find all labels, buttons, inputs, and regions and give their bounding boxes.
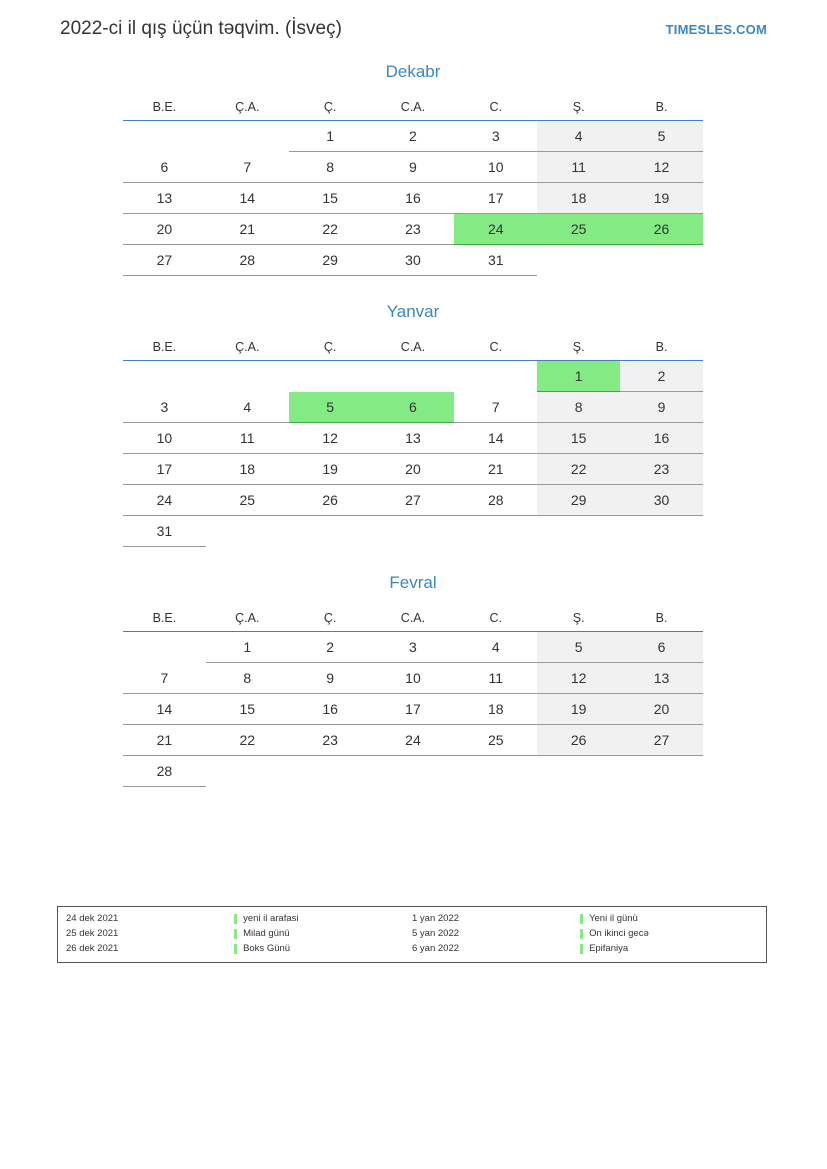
day-cell[interactable]: 28 bbox=[206, 245, 289, 276]
day-cell[interactable]: 8 bbox=[206, 663, 289, 694]
day-cell[interactable]: 9 bbox=[620, 392, 703, 423]
day-cell[interactable]: 27 bbox=[123, 245, 206, 276]
day-cell[interactable]: 23 bbox=[372, 214, 455, 245]
day-cell-empty bbox=[454, 516, 537, 547]
day-cell-empty bbox=[289, 516, 372, 547]
week-row bbox=[123, 423, 703, 454]
day-cell-empty bbox=[372, 516, 455, 547]
page-header bbox=[0, 0, 827, 40]
day-cell[interactable]: 9 bbox=[289, 663, 372, 694]
week-row bbox=[123, 121, 703, 152]
day-cell[interactable]: 24 bbox=[372, 725, 455, 756]
legend-dates-right bbox=[412, 913, 580, 955]
legend-holiday-date: 6 yan 2022 bbox=[412, 943, 460, 954]
week-row bbox=[123, 392, 703, 423]
day-cell[interactable]: 19 bbox=[289, 454, 372, 485]
day-cell[interactable]: 16 bbox=[620, 423, 703, 454]
day-cell[interactable]: 31 bbox=[454, 245, 537, 276]
weekday-header: Ç. bbox=[289, 607, 372, 632]
day-cell[interactable]: 24 bbox=[123, 485, 206, 516]
day-cell[interactable]: 12 bbox=[620, 152, 703, 183]
day-cell[interactable]: 17 bbox=[454, 183, 537, 214]
day-cell[interactable]: 1 bbox=[289, 121, 372, 152]
weekday-header: B.E. bbox=[123, 336, 206, 361]
day-cell[interactable]: 17 bbox=[372, 694, 455, 725]
day-cell[interactable]: 29 bbox=[289, 245, 372, 276]
weekday-header: B. bbox=[620, 607, 703, 632]
day-cell[interactable]: 5 bbox=[289, 392, 372, 423]
day-cell[interactable]: 5 bbox=[620, 121, 703, 152]
day-cell[interactable]: 25 bbox=[537, 214, 620, 245]
day-cell[interactable]: 14 bbox=[206, 183, 289, 214]
day-cell[interactable]: 23 bbox=[620, 454, 703, 485]
weekday-header: C. bbox=[454, 96, 537, 121]
day-cell-empty bbox=[372, 361, 455, 392]
weekday-header: Ç. bbox=[289, 96, 372, 121]
day-cell[interactable]: 2 bbox=[372, 121, 455, 152]
day-cell-empty bbox=[206, 756, 289, 787]
day-cell[interactable]: 16 bbox=[372, 183, 455, 214]
day-cell[interactable]: 7 bbox=[454, 392, 537, 423]
month-title: Yanvar bbox=[386, 302, 440, 321]
weekday-header-row bbox=[123, 336, 703, 361]
day-cell[interactable]: 21 bbox=[206, 214, 289, 245]
weekday-header: Ç. bbox=[289, 336, 372, 361]
day-cell[interactable]: 18 bbox=[454, 694, 537, 725]
weekday-header: Ş. bbox=[537, 96, 620, 121]
day-cell[interactable]: 31 bbox=[123, 516, 206, 547]
day-cell[interactable]: 5 bbox=[537, 632, 620, 663]
day-cell[interactable]: 26 bbox=[620, 214, 703, 245]
day-cell[interactable]: 30 bbox=[620, 485, 703, 516]
week-row bbox=[123, 361, 703, 392]
weekday-header: Ç.A. bbox=[206, 336, 289, 361]
weekday-header: Ç.A. bbox=[206, 607, 289, 632]
day-cell[interactable]: 30 bbox=[372, 245, 455, 276]
day-cell[interactable]: 17 bbox=[123, 454, 206, 485]
day-cell-empty bbox=[289, 361, 372, 392]
weekday-header: Ş. bbox=[537, 607, 620, 632]
legend-holiday-date: 26 dek 2021 bbox=[66, 943, 119, 954]
month-block bbox=[60, 573, 767, 787]
day-cell[interactable]: 2 bbox=[289, 632, 372, 663]
day-cell[interactable]: 8 bbox=[289, 152, 372, 183]
day-cell[interactable]: 16 bbox=[289, 694, 372, 725]
day-cell[interactable]: 6 bbox=[620, 632, 703, 663]
day-cell-empty bbox=[620, 516, 703, 547]
day-cell[interactable]: 14 bbox=[454, 423, 537, 454]
day-cell[interactable]: 26 bbox=[537, 725, 620, 756]
day-cell[interactable]: 22 bbox=[289, 214, 372, 245]
day-cell[interactable]: 13 bbox=[372, 423, 455, 454]
day-cell[interactable]: 18 bbox=[206, 454, 289, 485]
week-row bbox=[123, 516, 703, 547]
day-cell-empty bbox=[537, 756, 620, 787]
legend-box bbox=[57, 906, 767, 963]
week-row bbox=[123, 183, 703, 214]
day-cell[interactable]: 20 bbox=[372, 454, 455, 485]
weekday-header: B.E. bbox=[123, 96, 206, 121]
weekday-header: C. bbox=[454, 336, 537, 361]
day-cell[interactable]: 9 bbox=[372, 152, 455, 183]
month-block bbox=[60, 62, 767, 276]
day-cell[interactable]: 8 bbox=[537, 392, 620, 423]
day-cell-empty bbox=[620, 756, 703, 787]
weekday-header-row bbox=[123, 607, 703, 632]
day-cell[interactable]: 20 bbox=[620, 694, 703, 725]
week-row bbox=[123, 454, 703, 485]
day-cell[interactable]: 15 bbox=[289, 183, 372, 214]
day-cell[interactable]: 7 bbox=[206, 152, 289, 183]
day-cell[interactable]: 12 bbox=[289, 423, 372, 454]
day-cell[interactable]: 11 bbox=[206, 423, 289, 454]
day-cell-empty bbox=[289, 756, 372, 787]
legend-holiday-name: Yeni il günü bbox=[580, 913, 758, 925]
legend-holiday-name: On ikinci gecə bbox=[580, 928, 758, 940]
month-table bbox=[123, 336, 703, 547]
day-cell[interactable]: 7 bbox=[123, 663, 206, 694]
page-title: 2022-ci il qış üçün təqvim. (İsveç) bbox=[60, 18, 342, 39]
day-cell[interactable]: 6 bbox=[372, 392, 455, 423]
day-cell[interactable]: 10 bbox=[372, 663, 455, 694]
weekday-header: C. bbox=[454, 607, 537, 632]
weekday-header: C.A. bbox=[372, 607, 455, 632]
week-row bbox=[123, 663, 703, 694]
week-row bbox=[123, 245, 703, 276]
day-cell[interactable]: 14 bbox=[123, 694, 206, 725]
day-cell-empty bbox=[372, 756, 455, 787]
day-cell[interactable]: 15 bbox=[206, 694, 289, 725]
week-row bbox=[123, 694, 703, 725]
day-cell-empty bbox=[123, 632, 206, 663]
legend-dates-left bbox=[66, 913, 234, 955]
day-cell[interactable]: 4 bbox=[537, 121, 620, 152]
day-cell[interactable]: 11 bbox=[454, 663, 537, 694]
legend-holiday-name: Epifaniya bbox=[580, 943, 758, 955]
day-cell[interactable]: 22 bbox=[206, 725, 289, 756]
day-cell-empty bbox=[206, 516, 289, 547]
day-cell[interactable]: 4 bbox=[454, 632, 537, 663]
day-cell[interactable]: 27 bbox=[620, 725, 703, 756]
day-cell[interactable]: 4 bbox=[206, 392, 289, 423]
weekday-header: B. bbox=[620, 96, 703, 121]
day-cell[interactable]: 15 bbox=[537, 423, 620, 454]
day-cell[interactable]: 20 bbox=[123, 214, 206, 245]
day-cell[interactable]: 3 bbox=[454, 121, 537, 152]
day-cell[interactable]: 6 bbox=[123, 152, 206, 183]
weekday-header: B. bbox=[620, 336, 703, 361]
weekday-header: C.A. bbox=[372, 336, 455, 361]
week-row bbox=[123, 485, 703, 516]
month-table bbox=[123, 607, 703, 787]
day-cell[interactable]: 25 bbox=[454, 725, 537, 756]
week-row bbox=[123, 725, 703, 756]
legend-holiday-date: 25 dek 2021 bbox=[66, 928, 119, 939]
day-cell[interactable]: 2 bbox=[620, 361, 703, 392]
month-block bbox=[60, 302, 767, 547]
legend-holiday-date: 24 dek 2021 bbox=[66, 913, 119, 924]
weekday-header: B.E. bbox=[123, 607, 206, 632]
day-cell-empty bbox=[206, 361, 289, 392]
day-cell[interactable]: 1 bbox=[537, 361, 620, 392]
day-cell[interactable]: 3 bbox=[123, 392, 206, 423]
week-row bbox=[123, 214, 703, 245]
day-cell-empty bbox=[206, 121, 289, 152]
brand-label: TIMESLES.COM bbox=[665, 22, 767, 37]
day-cell[interactable]: 1 bbox=[206, 632, 289, 663]
day-cell-empty bbox=[123, 361, 206, 392]
day-cell-empty bbox=[454, 361, 537, 392]
day-cell-empty bbox=[454, 756, 537, 787]
day-cell[interactable]: 21 bbox=[454, 454, 537, 485]
legend-holiday-date: 5 yan 2022 bbox=[412, 928, 460, 939]
legend-holiday-date: 1 yan 2022 bbox=[412, 913, 460, 924]
day-cell[interactable]: 25 bbox=[206, 485, 289, 516]
day-cell[interactable]: 10 bbox=[454, 152, 537, 183]
legend-names-right bbox=[580, 913, 758, 955]
day-cell[interactable]: 28 bbox=[123, 756, 206, 787]
month-table bbox=[123, 96, 703, 276]
day-cell-empty bbox=[537, 516, 620, 547]
day-cell[interactable]: 19 bbox=[537, 694, 620, 725]
legend-holiday-name: Boks Günü bbox=[234, 943, 412, 955]
weekday-header: C.A. bbox=[372, 96, 455, 121]
day-cell[interactable]: 11 bbox=[537, 152, 620, 183]
weekday-header-row bbox=[123, 96, 703, 121]
weekday-header: Ç.A. bbox=[206, 96, 289, 121]
month-title: Fevral bbox=[389, 573, 437, 592]
day-cell[interactable]: 3 bbox=[372, 632, 455, 663]
day-cell[interactable]: 27 bbox=[372, 485, 455, 516]
day-cell-empty bbox=[620, 245, 703, 276]
day-cell[interactable]: 22 bbox=[537, 454, 620, 485]
week-row bbox=[123, 632, 703, 663]
legend-holiday-name: Milad günü bbox=[234, 928, 412, 940]
day-cell[interactable]: 19 bbox=[620, 183, 703, 214]
day-cell[interactable]: 18 bbox=[537, 183, 620, 214]
week-row bbox=[123, 756, 703, 787]
day-cell-empty bbox=[537, 245, 620, 276]
day-cell[interactable]: 28 bbox=[454, 485, 537, 516]
weekday-header: Ş. bbox=[537, 336, 620, 361]
day-cell[interactable]: 26 bbox=[289, 485, 372, 516]
day-cell[interactable]: 13 bbox=[620, 663, 703, 694]
months-container bbox=[0, 62, 827, 787]
legend-names-left bbox=[234, 913, 412, 955]
day-cell[interactable]: 13 bbox=[123, 183, 206, 214]
day-cell-empty bbox=[123, 121, 206, 152]
day-cell[interactable]: 24 bbox=[454, 214, 537, 245]
day-cell[interactable]: 21 bbox=[123, 725, 206, 756]
month-title: Dekabr bbox=[385, 62, 441, 81]
legend-holiday-name: yeni il arafasi bbox=[234, 913, 412, 925]
day-cell[interactable]: 12 bbox=[537, 663, 620, 694]
day-cell[interactable]: 23 bbox=[289, 725, 372, 756]
day-cell[interactable]: 10 bbox=[123, 423, 206, 454]
day-cell[interactable]: 29 bbox=[537, 485, 620, 516]
week-row bbox=[123, 152, 703, 183]
